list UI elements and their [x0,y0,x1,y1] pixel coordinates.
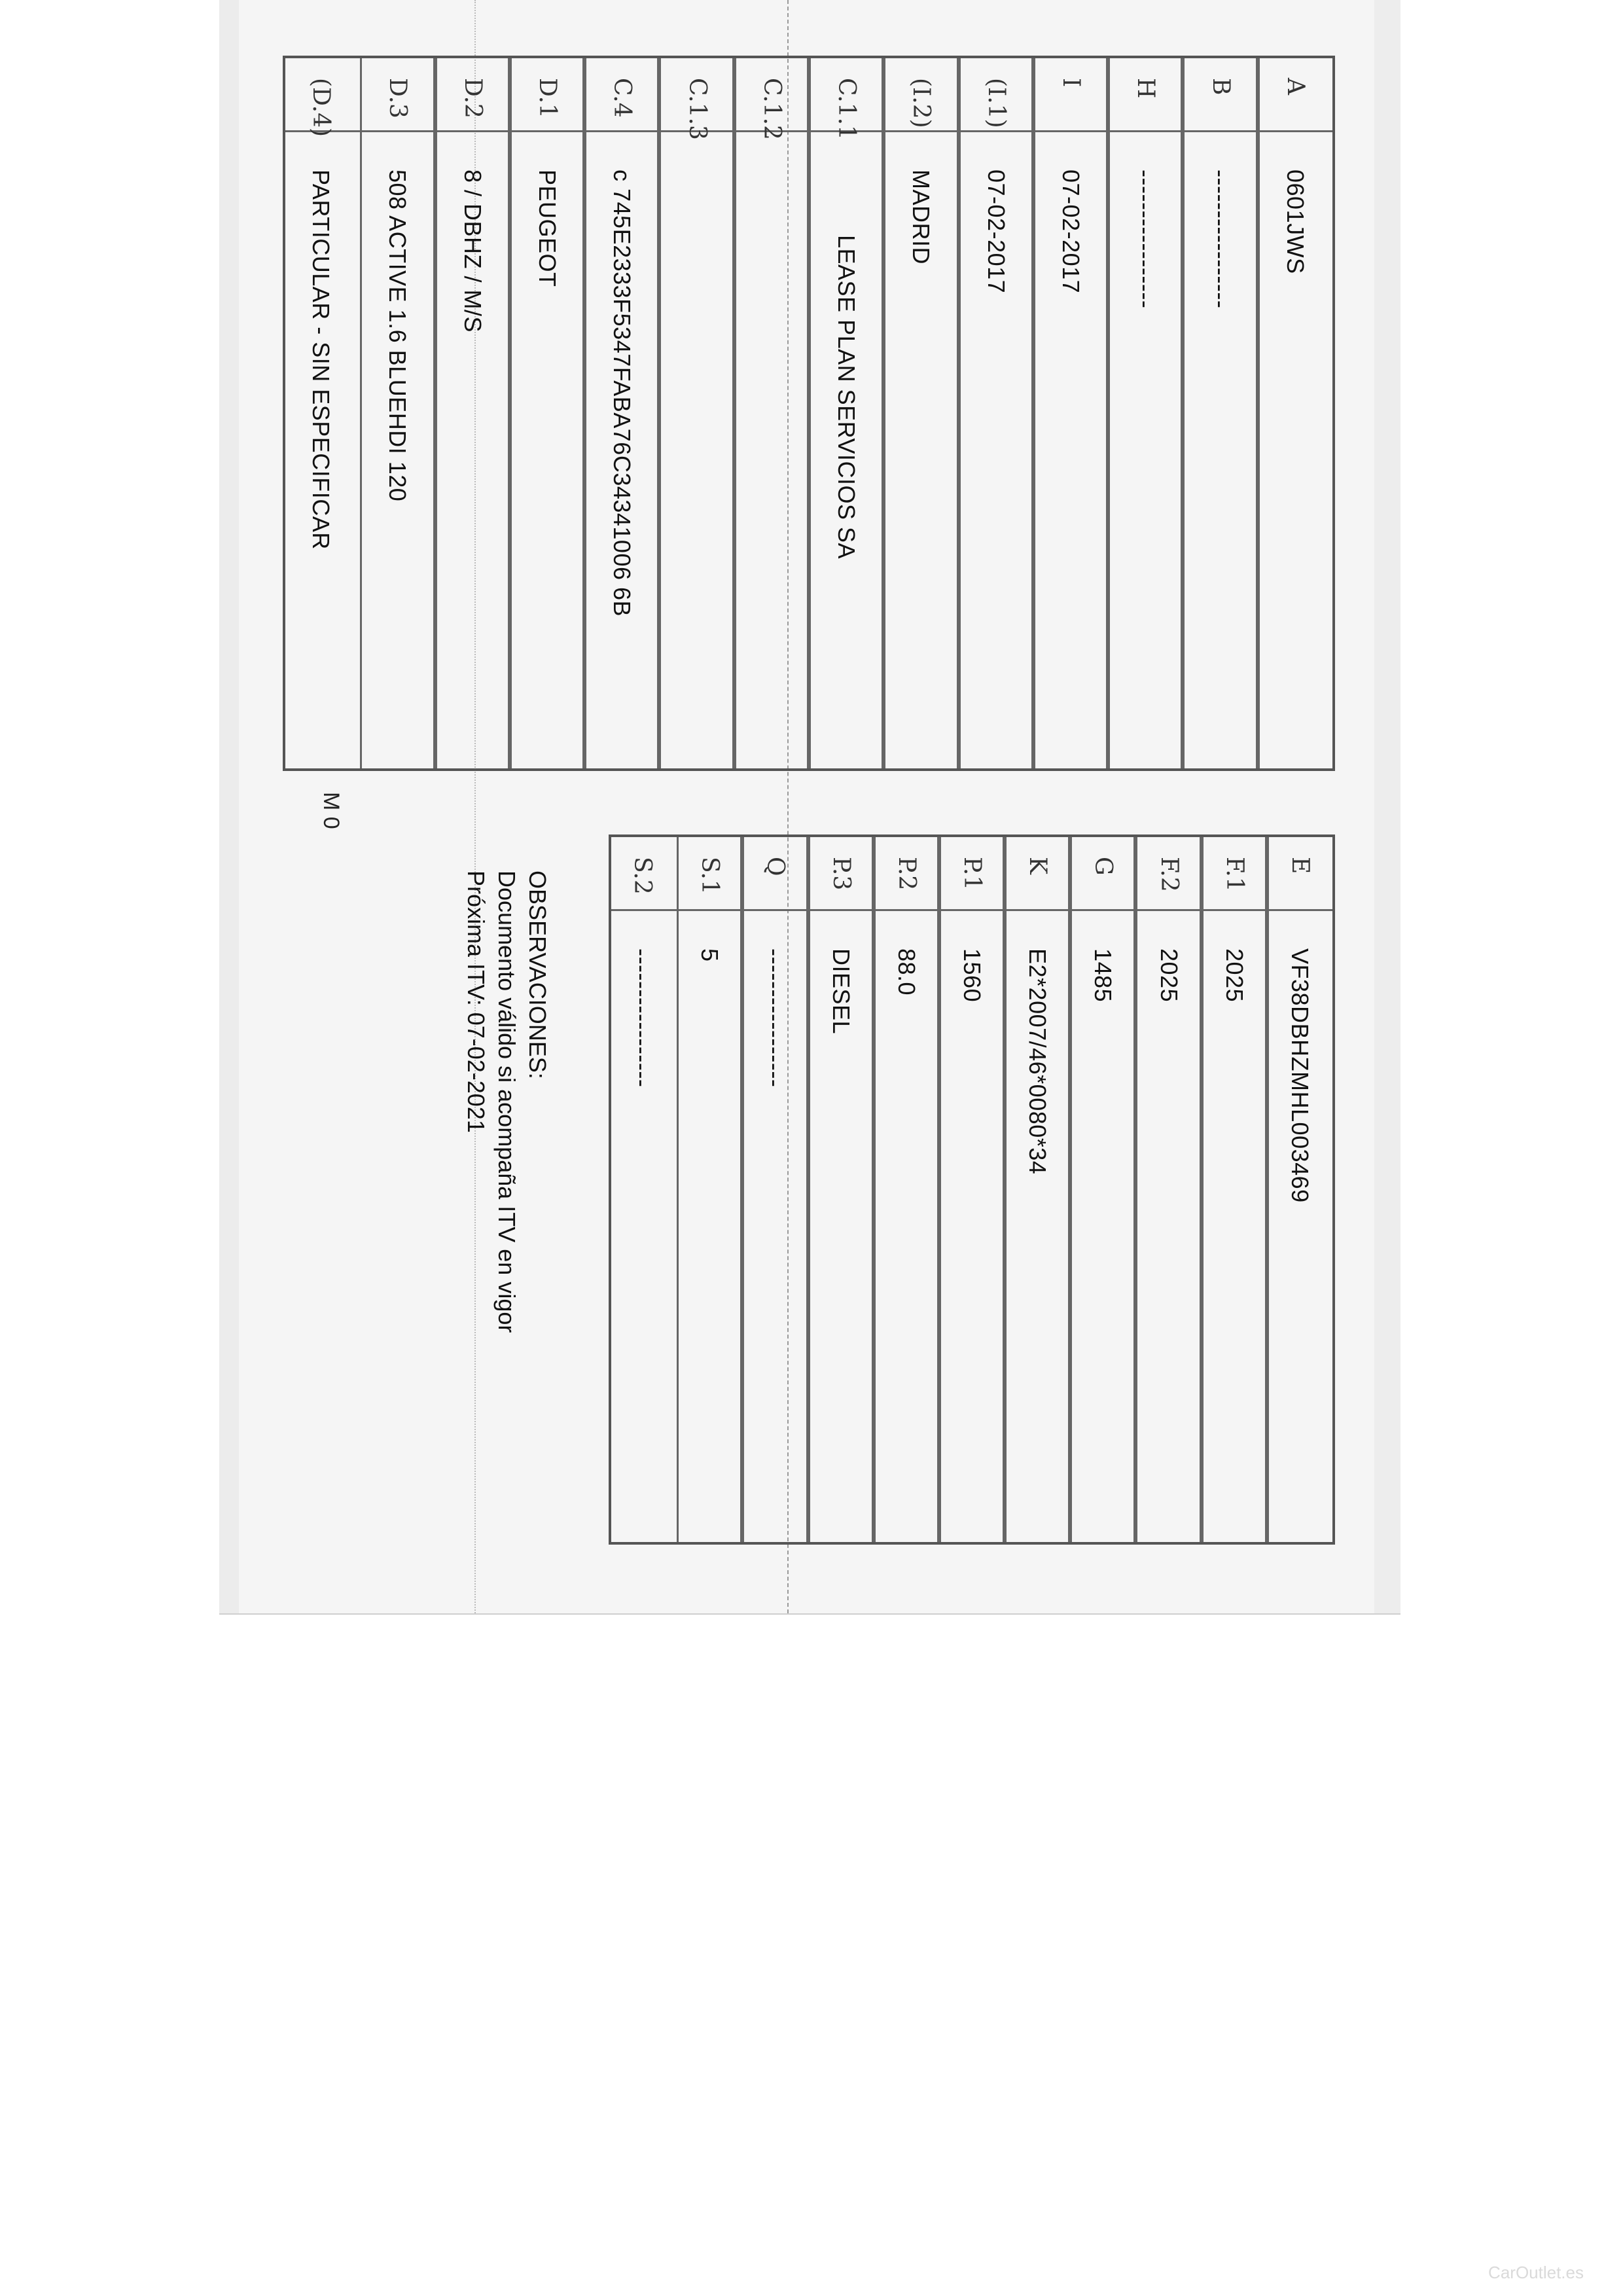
field-value-cell [586,130,657,768]
field-code-cell [811,58,882,140]
field-value: 1560 [959,948,986,1003]
field-value: LEASE PLAN SERVICIOS SA [833,235,861,560]
field-code-cell [736,58,807,140]
watermark: CarOutlet.es [1488,2263,1584,2282]
field-value: 508 ACTIVE 1.6 BLUEHDI 120 [384,170,412,502]
field-column [659,58,734,768]
field-value-cell [1007,909,1068,1542]
field-code: C.1.1 [833,78,861,140]
field-value-cell [810,909,872,1542]
field-code: (I.1) [982,78,1010,128]
field-code-cell [661,58,732,140]
observations-heading: OBSERVACIONES: [524,870,551,1079]
field-value: E2*2007/46*0080*34 [1024,948,1052,1175]
field-code: (D.4) [308,78,335,137]
field-code-cell [961,58,1031,132]
field-code: S.1 [696,857,724,895]
field-column [742,837,808,1542]
field-column [1267,837,1332,1542]
field-value-cell [679,909,740,1542]
field-column [435,58,510,768]
field-code: K [1024,857,1052,874]
field-column [808,837,874,1542]
field-column [734,58,809,768]
field-value: 8 / DBHZ / M/S [459,170,486,333]
field-code: F.1 [1221,857,1248,892]
field-value: ----------------- [629,948,656,1088]
field-code: B [1207,78,1234,96]
field-column [360,58,435,768]
field-column [939,837,1005,1542]
field-code-cell [437,58,508,132]
right-registration-table [609,834,1335,1545]
field-code: S.2 [629,857,656,895]
field-code-cell [876,837,937,911]
field-column [809,58,883,768]
field-value: 07-02-2017 [1058,170,1085,294]
field-code-cell [285,58,360,137]
field-code-cell [586,58,657,132]
field-value-cell [1137,909,1199,1542]
field-column [1135,837,1201,1542]
field-column [584,58,659,768]
field-column [883,58,958,768]
field-code: A [1281,78,1309,95]
field-value: ----------------- [1207,170,1234,309]
field-value-cell [437,130,508,768]
field-code-cell [744,837,806,911]
field-code-cell [362,58,433,132]
field-code-cell [1137,837,1199,911]
field-column [1183,58,1257,768]
field-value-cell [744,909,806,1542]
field-code: D.1 [534,78,562,118]
field-column [1033,58,1108,768]
field-value-cell [1260,130,1332,768]
field-value: 2025 [1221,948,1248,1003]
field-code: C.1.2 [758,78,785,140]
field-column [1005,837,1070,1542]
field-value: c 745E2333F5347FABA76C34341006 6B [609,170,636,617]
field-column [959,58,1033,768]
field-code-cell [611,837,677,911]
field-value: 0601JWS [1281,170,1309,274]
field-value: ----------------- [762,948,789,1088]
field-code-cell [1110,58,1181,132]
field-column [874,837,939,1542]
field-column [1070,837,1135,1542]
scan-bottom-edge [219,1613,1400,1615]
field-code-cell [512,58,582,132]
field-value-cell [611,909,677,1542]
field-code-cell [1007,837,1068,911]
scan-edge-left [219,0,239,1613]
field-value-cell [362,130,433,768]
field-column [1108,58,1183,768]
field-value-cell [1204,909,1265,1542]
field-value: DIESEL [827,948,855,1035]
field-column [1258,58,1332,768]
field-value: 88.0 [893,948,920,996]
field-code: Q [762,857,789,876]
mark-label: M 0 [319,792,344,829]
field-code: I [1058,78,1085,88]
field-code-cell [1185,58,1255,132]
field-value: ----------------- [1132,170,1160,309]
field-code: P.1 [959,857,986,891]
field-value-cell [941,909,1003,1542]
field-code-cell [810,837,872,911]
field-code: H [1132,78,1160,99]
field-code: D.3 [384,78,412,118]
field-code-cell [679,837,740,911]
field-code: C.4 [609,78,636,118]
field-code-cell [1035,58,1106,132]
field-code-cell [1204,837,1265,911]
field-column [510,58,584,768]
field-value-cell [285,130,360,768]
field-column [677,837,742,1542]
observations-line-1: Documento válido si acompaña ITV en vigor [493,870,520,1333]
field-code: P.3 [827,857,855,891]
field-column [285,58,360,768]
field-value-cell [876,909,937,1542]
field-value-cell [1185,130,1255,768]
field-value-cell [1072,909,1133,1542]
field-code: (I.2) [908,78,935,128]
field-value-cell [512,130,582,768]
field-value-cell [961,130,1031,768]
field-code-cell [1260,58,1332,132]
field-value: 5 [696,948,724,962]
field-column [1202,837,1267,1542]
field-value-cell [736,130,807,768]
field-code: C.1.3 [683,78,711,140]
field-value-cell [1110,130,1181,768]
field-value: 2025 [1155,948,1183,1003]
observations-line-2: Próxima ITV: 07-02-2021 [463,870,490,1133]
left-registration-table [283,56,1335,771]
field-value-cell [661,130,732,768]
field-code-cell [1072,837,1133,911]
field-code: G [1090,857,1117,876]
field-value: PEUGEOT [534,170,562,287]
field-value-cell [811,130,882,768]
field-value: 1485 [1090,948,1117,1003]
field-code: E [1286,857,1313,874]
field-value-cell [1269,909,1332,1542]
field-value: MADRID [908,170,935,264]
field-code-cell [941,837,1003,911]
field-code: P.2 [893,857,920,891]
field-column [611,837,677,1542]
field-value: PARTICULAR - SIN ESPECIFICAR [308,170,335,550]
field-value: 07-02-2017 [982,170,1010,294]
field-value-cell [885,130,956,768]
field-code-cell [1269,837,1332,911]
field-code: D.2 [459,78,486,118]
field-code-cell [885,58,956,132]
field-code: F.2 [1155,857,1183,892]
scan-edge-right [1374,0,1400,1613]
field-value: VF38DBHZMHL003469 [1286,948,1313,1203]
field-value-cell [1035,130,1106,768]
